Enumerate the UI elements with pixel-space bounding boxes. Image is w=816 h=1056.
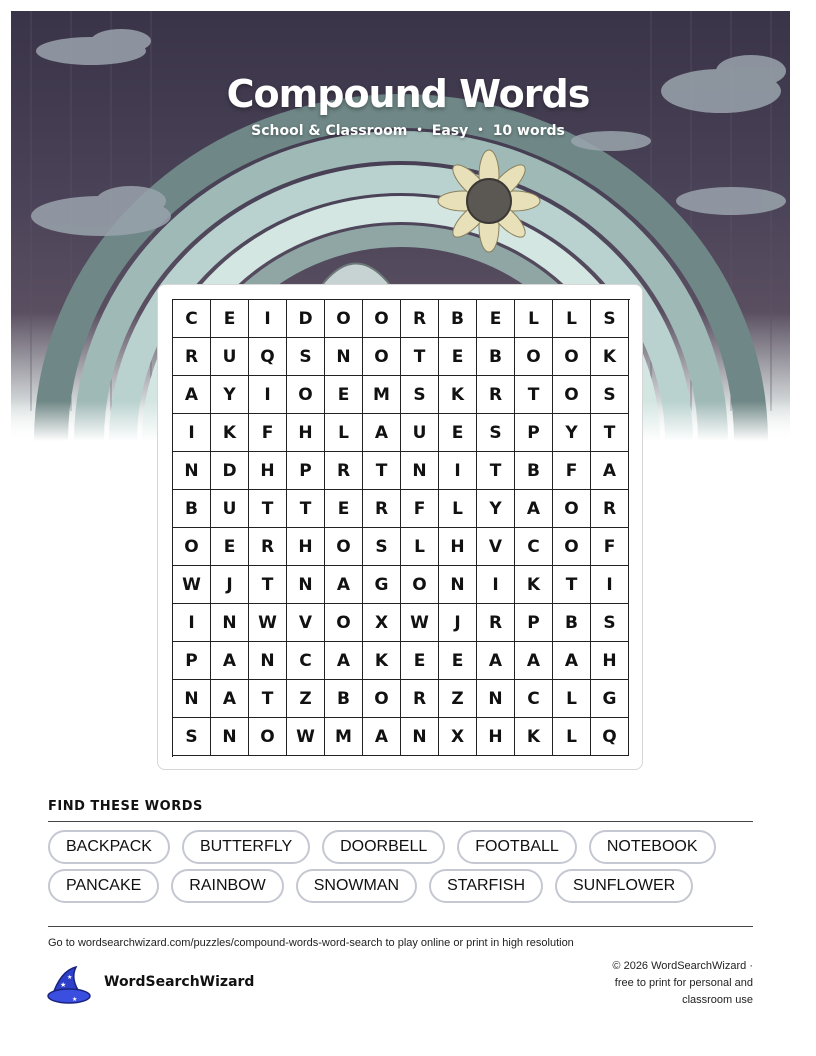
word-chip: NOTEBOOK (589, 830, 716, 864)
grid-cell[interactable]: A (591, 452, 629, 490)
grid-cell[interactable]: S (363, 528, 401, 566)
grid-cell[interactable]: O (363, 338, 401, 376)
grid-cell[interactable]: J (439, 604, 477, 642)
grid-cell[interactable]: W (173, 566, 211, 604)
grid-cell[interactable]: O (553, 376, 591, 414)
grid-cell[interactable]: E (401, 642, 439, 680)
grid-cell[interactable]: O (363, 680, 401, 718)
grid-cell[interactable]: I (173, 414, 211, 452)
grid-cell[interactable]: L (553, 300, 591, 338)
grid-cell[interactable]: P (287, 452, 325, 490)
grid-cell[interactable]: Q (249, 338, 287, 376)
grid-cell[interactable]: A (553, 642, 591, 680)
svg-text:★: ★ (72, 996, 78, 1003)
meta-separator: • (416, 125, 423, 136)
grid-cell[interactable]: H (249, 452, 287, 490)
grid-cell[interactable]: L (553, 680, 591, 718)
grid-cell[interactable]: F (591, 528, 629, 566)
grid-cell[interactable]: O (401, 566, 439, 604)
grid-cell[interactable]: N (401, 452, 439, 490)
grid-cell[interactable]: L (553, 718, 591, 756)
word-chip: SNOWMAN (296, 869, 417, 903)
grid-cell[interactable]: P (515, 414, 553, 452)
word-search-grid[interactable] (172, 299, 630, 757)
grid-cell[interactable]: B (325, 680, 363, 718)
grid-cell[interactable]: O (325, 604, 363, 642)
grid-cell[interactable]: O (553, 338, 591, 376)
grid-cell[interactable]: N (249, 642, 287, 680)
grid-cell[interactable]: W (249, 604, 287, 642)
grid-cell[interactable]: S (401, 376, 439, 414)
grid-cell[interactable]: M (325, 718, 363, 756)
copyright-line: classroom use (682, 994, 753, 1006)
grid-cell[interactable]: C (515, 680, 553, 718)
grid-cell[interactable]: O (363, 300, 401, 338)
grid-cell[interactable]: I (439, 452, 477, 490)
grid-cell[interactable]: B (173, 490, 211, 528)
svg-text:★: ★ (60, 981, 67, 989)
grid-cell[interactable]: I (173, 604, 211, 642)
grid-cell[interactable]: N (287, 566, 325, 604)
grid-cell[interactable]: Y (477, 490, 515, 528)
grid-cell[interactable]: E (439, 642, 477, 680)
grid-cell[interactable]: A (211, 642, 249, 680)
grid-cell[interactable]: H (591, 642, 629, 680)
grid-cell[interactable]: B (515, 452, 553, 490)
grid-cell[interactable]: A (173, 376, 211, 414)
grid-cell[interactable]: O (553, 528, 591, 566)
grid-cell[interactable]: J (211, 566, 249, 604)
grid-cell[interactable]: S (591, 604, 629, 642)
grid-cell[interactable]: O (173, 528, 211, 566)
grid-cell[interactable]: W (401, 604, 439, 642)
grid-cell[interactable]: A (363, 414, 401, 452)
grid-cell[interactable]: W (287, 718, 325, 756)
grid-cell[interactable]: O (553, 490, 591, 528)
grid-cell[interactable]: K (591, 338, 629, 376)
grid-cell[interactable]: K (211, 414, 249, 452)
puzzle-meta (0, 123, 816, 139)
grid-cell[interactable]: F (249, 414, 287, 452)
grid-cell[interactable]: R (249, 528, 287, 566)
grid-cell[interactable]: N (211, 718, 249, 756)
word-chip: RAINBOW (171, 869, 283, 903)
grid-cell[interactable]: E (325, 490, 363, 528)
grid-cell[interactable]: E (211, 300, 249, 338)
grid-cell[interactable]: R (591, 490, 629, 528)
grid-cell[interactable]: V (477, 528, 515, 566)
grid-cell[interactable]: U (401, 414, 439, 452)
grid-cell[interactable]: F (401, 490, 439, 528)
grid-cell[interactable]: L (325, 414, 363, 452)
copyright-notice (553, 958, 753, 1009)
grid-cell[interactable]: Z (287, 680, 325, 718)
grid-cell[interactable]: N (325, 338, 363, 376)
grid-cell[interactable]: O (249, 718, 287, 756)
grid-cell[interactable]: F (553, 452, 591, 490)
svg-text:★: ★ (67, 974, 73, 981)
copyright-line: free to print for personal and (614, 977, 753, 989)
word-chip: SUNFLOWER (555, 869, 693, 903)
word-chip: FOOTBALL (457, 830, 577, 864)
grid-cell[interactable]: C (287, 642, 325, 680)
grid-cell[interactable]: T (515, 376, 553, 414)
grid-cell[interactable]: T (591, 414, 629, 452)
grid-cell[interactable]: H (287, 414, 325, 452)
grid-cell[interactable]: E (439, 414, 477, 452)
grid-cell[interactable]: R (477, 376, 515, 414)
grid-cell[interactable]: H (439, 528, 477, 566)
grid-cell[interactable]: B (477, 338, 515, 376)
grid-cell[interactable]: R (477, 604, 515, 642)
difficulty-label: Easy (431, 123, 469, 139)
grid-cell[interactable]: I (477, 566, 515, 604)
grid-cell[interactable]: S (591, 300, 629, 338)
grid-cell[interactable]: T (249, 490, 287, 528)
play-online-note: Go to wordsearchwizard.com/puzzles/compound-words-word-search to play online or print in high resolution (48, 937, 574, 949)
grid-cell[interactable]: T (553, 566, 591, 604)
grid-cell[interactable]: A (477, 642, 515, 680)
grid-cell[interactable]: I (249, 300, 287, 338)
grid-cell[interactable]: T (249, 566, 287, 604)
grid-cell[interactable]: R (363, 490, 401, 528)
grid-cell[interactable]: U (211, 490, 249, 528)
grid-cell[interactable]: E (211, 528, 249, 566)
grid-cell[interactable]: X (363, 604, 401, 642)
grid-cell[interactable]: T (249, 680, 287, 718)
grid-cell[interactable]: L (401, 528, 439, 566)
grid-cell[interactable]: I (249, 376, 287, 414)
grid-cell[interactable]: C (515, 528, 553, 566)
grid-cell[interactable]: R (401, 300, 439, 338)
grid-cell[interactable]: S (173, 718, 211, 756)
grid-cell[interactable]: T (401, 338, 439, 376)
grid-cell[interactable]: N (173, 680, 211, 718)
grid-cell[interactable]: S (591, 376, 629, 414)
word-chip: PANCAKE (48, 869, 159, 903)
grid-cell[interactable]: Q (591, 718, 629, 756)
grid-cell[interactable]: Z (439, 680, 477, 718)
grid-cell[interactable]: V (287, 604, 325, 642)
copyright-line: © 2026 WordSearchWizard · (612, 960, 753, 972)
grid-cell[interactable]: K (363, 642, 401, 680)
grid-cell[interactable]: D (211, 452, 249, 490)
grid-cell[interactable]: M (363, 376, 401, 414)
grid-cell[interactable]: K (439, 376, 477, 414)
grid-cell[interactable]: N (477, 680, 515, 718)
grid-cell[interactable]: T (287, 490, 325, 528)
grid-cell[interactable]: P (515, 604, 553, 642)
grid-cell[interactable]: N (173, 452, 211, 490)
word-chip: DOORBELL (322, 830, 445, 864)
grid-cell[interactable]: I (591, 566, 629, 604)
word-list (48, 830, 758, 908)
grid-cell[interactable]: N (211, 604, 249, 642)
grid-cell[interactable]: A (325, 566, 363, 604)
grid-cell[interactable]: E (439, 338, 477, 376)
grid-cell[interactable]: A (325, 642, 363, 680)
grid-cell[interactable]: K (515, 566, 553, 604)
grid-cell[interactable]: C (173, 300, 211, 338)
grid-cell[interactable]: R (325, 452, 363, 490)
category-label: School & Classroom (251, 123, 408, 139)
grid-cell[interactable]: Y (553, 414, 591, 452)
word-chip: BACKPACK (48, 830, 170, 864)
word-chip: BUTTERFLY (182, 830, 310, 864)
divider (48, 821, 753, 822)
wizard-hat-icon (46, 963, 92, 1005)
grid-cell[interactable]: B (439, 300, 477, 338)
grid-cell[interactable]: Y (211, 376, 249, 414)
page-title: Compound Words (226, 72, 590, 116)
grid-cell[interactable]: O (287, 376, 325, 414)
grid-cell[interactable]: L (439, 490, 477, 528)
grid-cell[interactable]: A (515, 642, 553, 680)
word-list-heading: FIND THESE WORDS (48, 799, 203, 814)
word-count-label: 10 words (492, 123, 565, 139)
grid-cell[interactable]: A (515, 490, 553, 528)
grid-cell[interactable]: U (211, 338, 249, 376)
grid-cell[interactable]: E (325, 376, 363, 414)
grid-cell[interactable]: N (401, 718, 439, 756)
word-chip: STARFISH (429, 869, 543, 903)
grid-cell[interactable]: P (173, 642, 211, 680)
grid-cell[interactable]: S (477, 414, 515, 452)
grid-cell[interactable]: O (325, 300, 363, 338)
grid-cell[interactable]: H (477, 718, 515, 756)
grid-cell[interactable]: G (591, 680, 629, 718)
word-row (48, 830, 758, 864)
grid-cell[interactable]: R (401, 680, 439, 718)
grid-cell[interactable]: O (325, 528, 363, 566)
grid-cell[interactable]: G (363, 566, 401, 604)
grid-cell[interactable]: H (287, 528, 325, 566)
grid-cell[interactable]: B (553, 604, 591, 642)
grid-cell[interactable]: X (439, 718, 477, 756)
brand-name: WordSearchWizard (104, 974, 255, 990)
grid-cell[interactable]: T (363, 452, 401, 490)
divider (48, 926, 753, 927)
grid-cell[interactable]: A (363, 718, 401, 756)
meta-separator: • (477, 125, 484, 136)
grid-cell[interactable]: A (211, 680, 249, 718)
grid-cell[interactable]: O (515, 338, 553, 376)
grid-cell[interactable]: N (439, 566, 477, 604)
grid-cell[interactable]: K (515, 718, 553, 756)
grid-cell[interactable]: S (287, 338, 325, 376)
grid-cell[interactable]: T (477, 452, 515, 490)
grid-cell[interactable]: L (515, 300, 553, 338)
word-row (48, 869, 758, 903)
grid-cell[interactable]: D (287, 300, 325, 338)
grid-cell[interactable]: R (173, 338, 211, 376)
grid-cell[interactable]: E (477, 300, 515, 338)
